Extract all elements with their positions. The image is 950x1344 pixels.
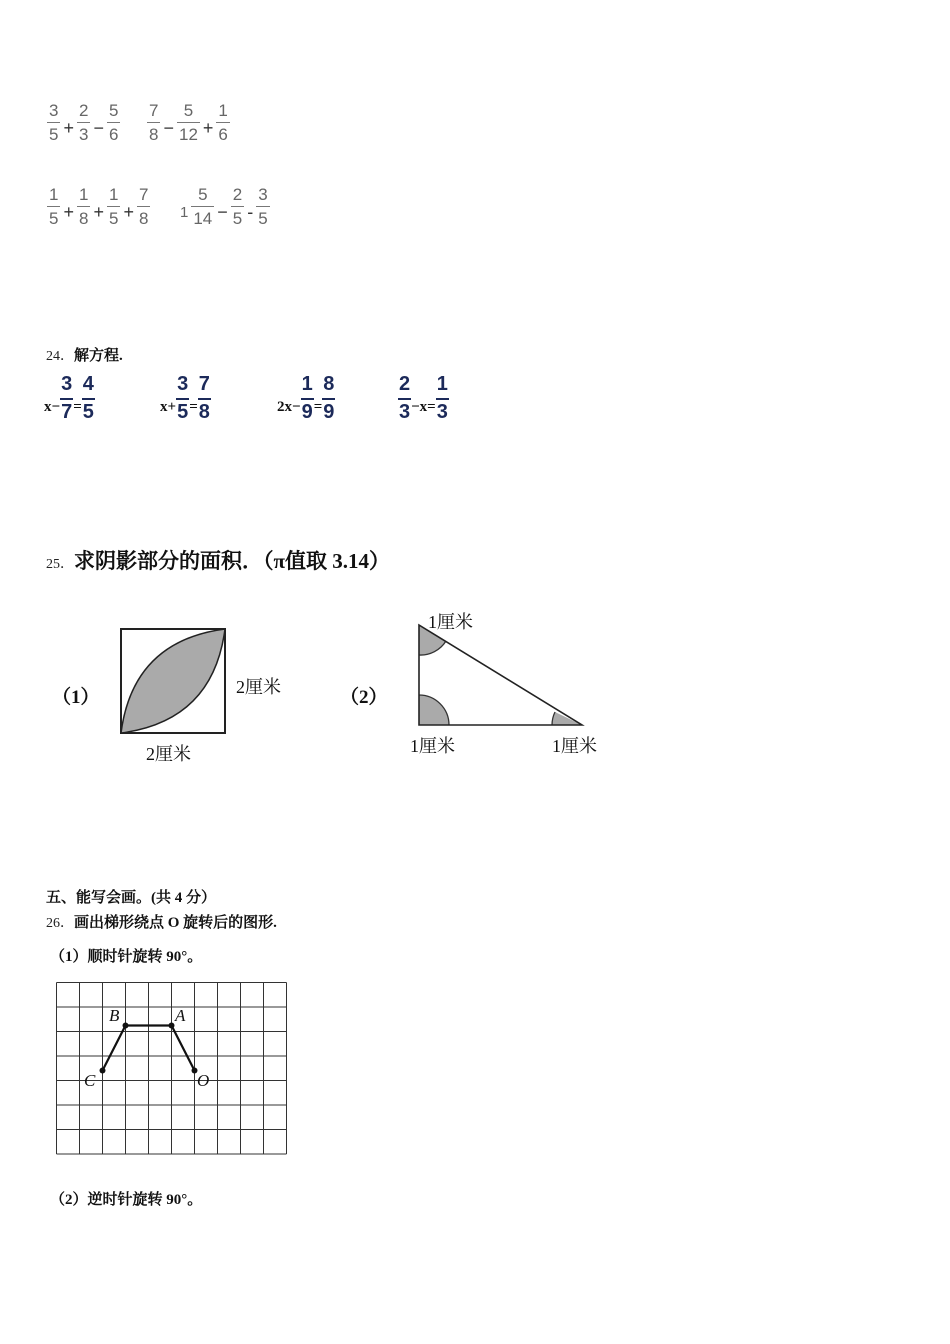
equation-4: $\frac{2}{3}$ −x= $\frac{1}{3}$ [399, 373, 448, 423]
q26-part2: （2）逆时针旋转 90°。 [50, 1192, 203, 1208]
fig2-top-label: 1厘米 [428, 612, 473, 632]
expr-row1-a: $\frac{3}{5}$ + $\frac{2}{3}$ − $\frac{5}{6}$ [49, 101, 119, 144]
q24-heading [46, 344, 123, 365]
expr-row2-b: 1 $\frac{5}{14}$ − $\frac{2}{5}$ - $\frac{3}{5}$ [180, 185, 268, 228]
label-a: A [175, 1006, 186, 1025]
q26-title: 画出梯形绕点 O 旋转后的图形. [74, 915, 277, 931]
label-b: B [109, 1006, 120, 1025]
point-a [169, 1023, 175, 1029]
fig2-bottom-left-label: 1厘米 [410, 736, 455, 756]
figure-1-square [118, 626, 230, 736]
label-c: C [84, 1071, 96, 1090]
fig2-label: （2） [340, 687, 388, 708]
equation-1: x− $\frac{3}{7}$ = $\frac{4}{5}$ [44, 373, 94, 423]
q26-part1: （1）顺时针旋转 90°。 [50, 949, 203, 965]
q25-number: 25． [46, 557, 74, 572]
point-b [123, 1023, 129, 1029]
fig1-side-right: 2厘米 [236, 677, 281, 697]
point-c [100, 1068, 106, 1074]
q24-number: 24． [46, 349, 74, 364]
figure-2-triangle [414, 620, 588, 730]
q26-heading [46, 911, 277, 932]
label-o: O [197, 1071, 210, 1090]
section5-title: 五、能写会画。(共 4 分） [46, 890, 216, 906]
equation-3: 2x− $\frac{1}{9}$ = $\frac{8}{9}$ [277, 373, 335, 423]
expr-row2-a: $\frac{1}{5}$ + $\frac{1}{8}$ + $\frac{1}{5}$ + $\frac{7}{8}$ [49, 185, 149, 228]
expr-row1-b: $\frac{7}{8}$ − $\frac{5}{12}$ + $\frac{1}{6}$ [149, 101, 228, 144]
q24-title: 解方程. [74, 348, 123, 364]
fig1-label: （1） [52, 687, 100, 708]
q26-number: 26． [46, 916, 74, 931]
equation-2: x+ $\frac{3}{5}$ = $\frac{7}{8}$ [160, 373, 210, 423]
fig2-bottom-right-label: 1厘米 [552, 736, 597, 756]
fig1-side-bottom: 2厘米 [146, 744, 191, 764]
q25-heading [46, 545, 390, 575]
q25-title: 求阴影部分的面积．（π值取 3.14） [74, 549, 391, 573]
rotation-grid [54, 980, 290, 1158]
